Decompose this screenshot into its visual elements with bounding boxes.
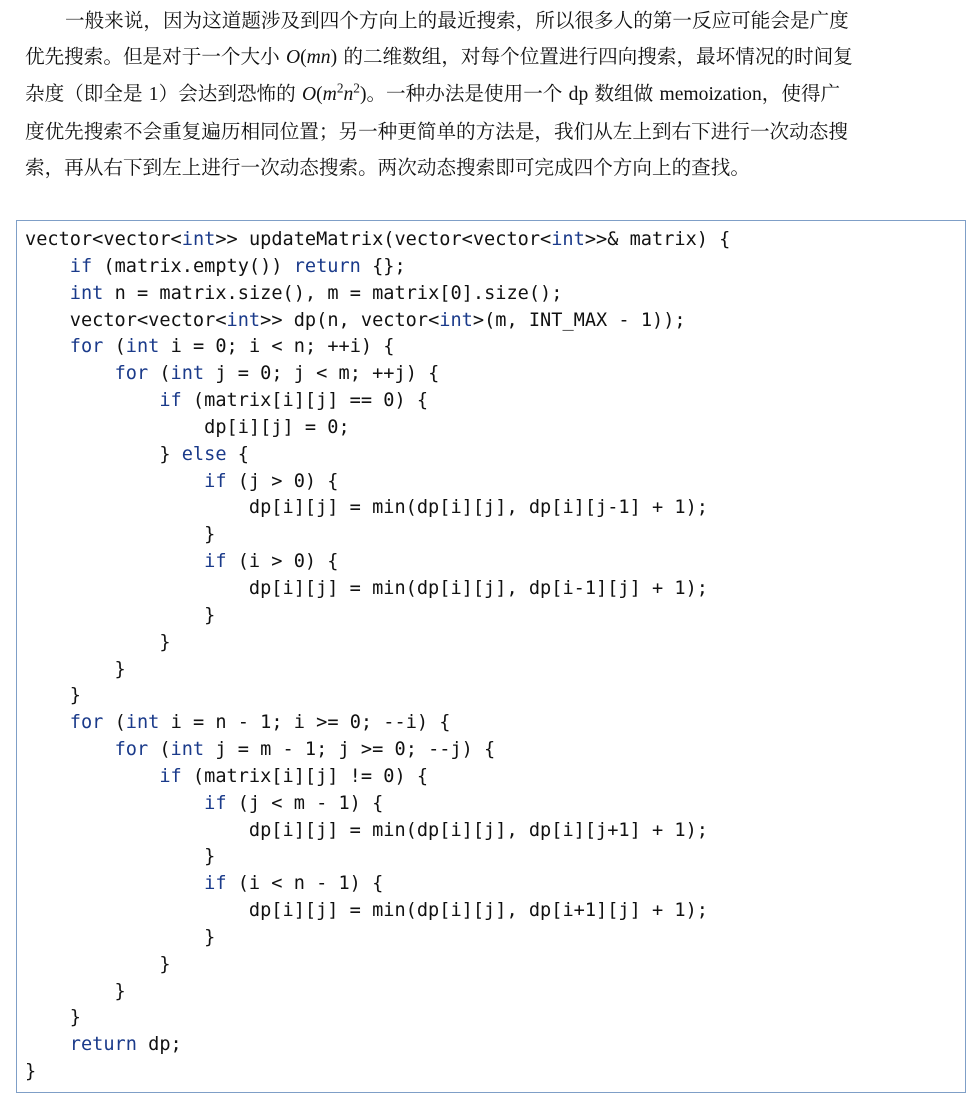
inline-term: ( [300,47,307,69]
inline-term: 1 [148,84,159,106]
code-keyword: else [181,443,227,465]
paragraph-line [25,39,965,76]
code-keyword: if [159,390,182,412]
code-keyword: int [439,309,473,331]
explanation-paragraph [25,3,965,186]
paragraph-text: 。一种办法是使用一个 [366,82,569,106]
code-keyword: if [159,765,182,787]
code-line: dp[i][j] = min(dp[i][j], dp[i-1][j] + 1); [248,577,708,599]
code-listing [25,227,730,1086]
superscript: 2 [353,80,360,96]
code-keyword: for [114,739,149,761]
code-line: int n = matrix.size(), m = matrix[0].size(); [69,282,563,304]
code-line: } [25,631,171,653]
inline-term: dp [568,84,589,106]
code-line: if (matrix[i][j] == 0) { [159,390,429,412]
paragraph-text: 索，再从右下到左上进行一次动态搜索。两次动态搜索即可完成四个方向上的查找。 [25,155,750,179]
code-line: dp[i][j] = 0; [204,416,350,438]
code-keyword: int [170,363,205,385]
math-variable: m [322,84,337,106]
paragraph-text: 度优先搜索不会重复遍历相同位置；另一种更简单的方法是，我们从左上到右下进行一次动态搜 [25,119,848,143]
paragraph-text: ）会达到恐怖的 [158,82,302,106]
code-line: } [25,953,171,975]
inline-term: ) [330,47,338,69]
inline-term: ( [316,84,323,106]
code-line: dp[i][j] = min(dp[i][j], dp[i+1][j] + 1); [248,900,708,922]
code-listing-box [16,220,966,1093]
paragraph-text: 数组做 [588,82,660,106]
paragraph-line [25,114,965,150]
code-keyword: int [170,739,205,761]
code-line: } [25,685,81,707]
code-line: if (j < m - 1) { [204,792,384,814]
code-line: vector<vector<int>> dp(n, vector<int>(m, INT_MAX - 1)); [69,309,686,331]
superscript: 2 [336,80,344,96]
paragraph-text: 一般来说，因为这道题涉及到四个方向上的最近搜索，所以很多人的第一反应可能会是广度 [65,9,849,32]
code-line: for (int j = 0; j < m; ++j) { [114,363,440,385]
code-line: if (matrix[i][j] != 0) { [159,765,429,787]
code-line: } [25,658,126,680]
code-line: dp[i][j] = min(dp[i][j], dp[i][j+1] + 1); [248,819,708,841]
code-line: if (i < n - 1) { [204,873,384,895]
code-keyword: int [125,336,160,358]
code-keyword: int [69,282,104,304]
code-keyword: int [125,712,160,734]
code-line: if (j > 0) { [204,470,339,492]
paragraph-line [25,76,965,113]
inline-term: memoization [659,84,762,106]
code-keyword: for [69,712,104,734]
code-line: } [25,846,216,868]
math-variable: O [301,84,317,106]
code-line: if (matrix.empty()) return {}; [69,255,406,277]
paragraph-text: 的二维数组，对每个位置进行四向搜索，最坏情况的时间复 [337,45,853,69]
code-line: if (i > 0) { [204,551,339,573]
paragraph-line [25,150,965,186]
code-line: for (int i = n - 1; i >= 0; --i) { [69,712,451,734]
code-line: } [25,604,216,626]
code-keyword: return [293,255,361,277]
paragraph-line [25,3,965,39]
code-line: return dp; [69,1034,182,1056]
paragraph-text: 杂度（即全是 [25,82,149,106]
code-keyword: for [114,363,149,385]
inline-term: ) [359,84,367,106]
code-line: } [25,926,216,948]
code-keyword: if [204,470,227,492]
code-keyword: if [204,792,227,814]
code-keyword: return [69,1034,137,1056]
code-line: } else { [25,443,249,465]
code-line: } [25,524,216,546]
code-line: } [25,980,126,1002]
code-keyword: int [181,229,216,250]
code-line: vector<vector<int>> updateMatrix(vector<vector<int>>& matrix) { [25,229,731,250]
code-line: for (int j = m - 1; j >= 0; --j) { [114,739,496,761]
paragraph-text: 优先搜索。但是对于一个大小 [25,45,286,69]
math-variable: O [285,47,301,69]
code-keyword: for [69,336,104,358]
code-line: dp[i][j] = min(dp[i][j], dp[i][j-1] + 1); [248,497,708,519]
code-line: } [25,1061,37,1083]
code-line: for (int i = 0; i < n; ++i) { [69,336,395,358]
code-keyword: int [226,309,261,331]
math-variable: n [343,84,354,106]
math-variable: mn [306,47,331,69]
code-keyword: if [204,551,227,573]
code-line: } [25,1007,81,1029]
code-keyword: if [204,873,227,895]
code-keyword: int [551,229,585,250]
paragraph-text: ，使得广 [761,82,841,106]
code-keyword: if [69,255,93,277]
